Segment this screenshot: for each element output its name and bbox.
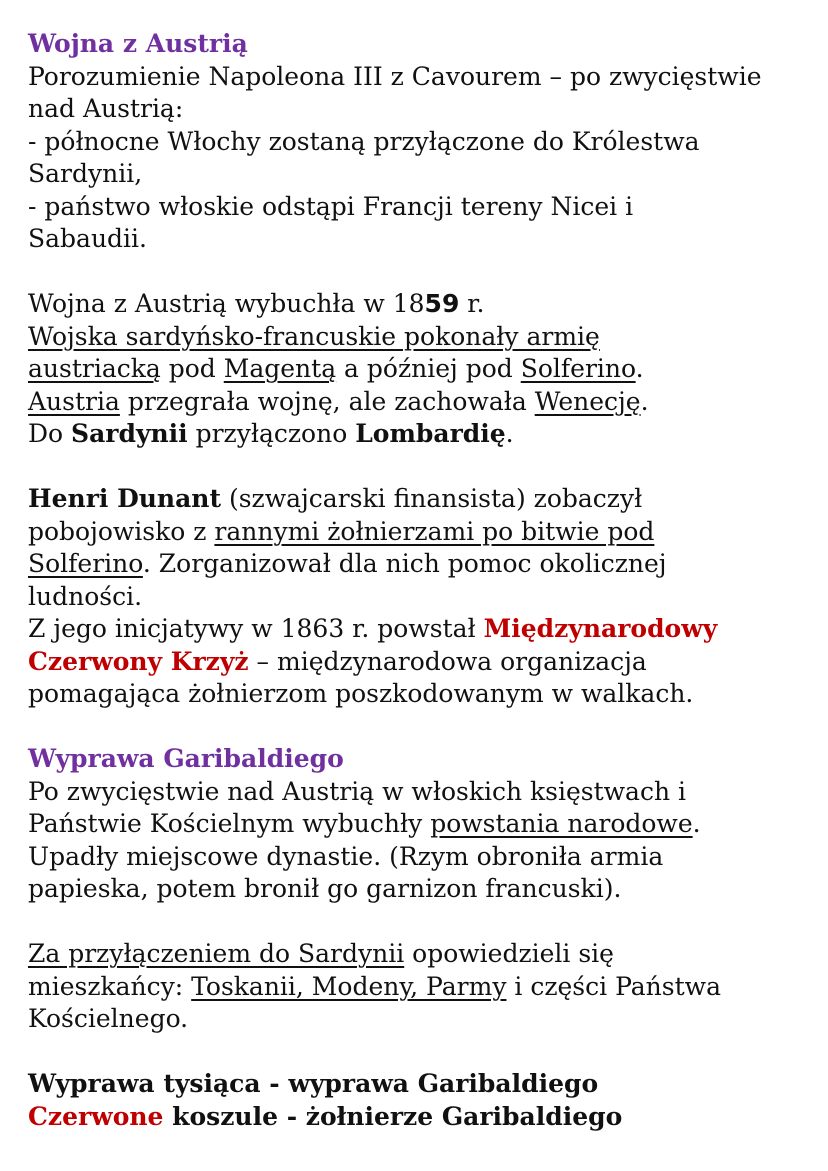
underlined-text: rannymi żołnierzami po bitwie pod	[214, 516, 655, 546]
text-span: .	[635, 354, 644, 383]
underlined-text: Wenecję	[534, 386, 641, 416]
paragraph-line: ludności.	[28, 581, 143, 611]
text-span: mieszkańcy:	[28, 971, 192, 1001]
paragraph-gap	[28, 256, 808, 289]
underlined-text: Solferino	[28, 549, 143, 578]
text-span: a później pod	[336, 354, 521, 383]
paragraph-gap	[28, 1036, 808, 1069]
red-bold-text: Czerwony Krzyż	[28, 646, 249, 676]
paragraph-gap	[28, 906, 808, 939]
paragraph-line: papieska, potem bronił go garnizon francuski).	[28, 874, 622, 903]
paragraph-line	[28, 971, 808, 1004]
bold-text: Henri Dunant	[28, 484, 222, 513]
paragraph-line	[28, 288, 808, 321]
paragraph-line	[28, 321, 808, 354]
paragraph-line: Kościelnego.	[28, 1004, 189, 1033]
underlined-text: Magentą	[223, 354, 337, 383]
text-span: .	[692, 809, 701, 838]
text-span: Państwie Kościelnym wybuchły	[28, 809, 431, 838]
text-span: Wojna z Austrią wybuchła w 18	[28, 289, 425, 318]
paragraph-line	[28, 938, 808, 971]
text-span: i części Państwa	[506, 971, 721, 1001]
underlined-text: austriacką	[28, 354, 161, 383]
paragraph-line: nad Austrią:	[28, 94, 184, 123]
paragraph-line: Sardynii,	[28, 159, 143, 188]
red-bold-text: Międzynarodowy	[483, 614, 718, 643]
text-span: (szwajcarski finansista) zobaczył	[221, 484, 643, 513]
text-span: Do	[28, 419, 72, 448]
text-span: – międzynarodowa organizacja	[248, 646, 647, 676]
text-span: r.	[459, 289, 485, 318]
paragraph-line: Sabaudii.	[28, 224, 147, 253]
paragraph-line	[28, 613, 808, 646]
paragraph-line	[28, 516, 808, 549]
paragraph-line	[28, 386, 808, 419]
year-bold: 59	[424, 289, 460, 318]
summary-line-red-shirts	[28, 1101, 808, 1134]
underlined-text: Austria	[28, 386, 120, 416]
paragraph-line	[28, 548, 808, 581]
text-span: .	[505, 419, 514, 448]
text-span: .	[640, 386, 649, 416]
bold-text: koszule - żołnierze Garibaldiego	[163, 1101, 623, 1131]
heading-war-with-austria: Wojna z Austrią	[28, 29, 248, 58]
paragraph-gap	[28, 451, 808, 484]
text-span: . Zorganizował dla nich pomoc okolicznej	[142, 549, 667, 578]
summary-line-expedition: Wyprawa tysiąca - wyprawa Garibaldiego	[28, 1069, 599, 1098]
red-bold-text: Czerwone	[28, 1101, 164, 1131]
paragraph-line: Po zwycięstwie nad Austrią w włoskich księstwach i	[28, 776, 687, 806]
text-span: przegrała wojnę, ale zachowała	[119, 386, 535, 416]
paragraph-line: Porozumienie Napoleona III z Cavourem – po zwycięstwie	[28, 61, 762, 91]
text-span: pod	[160, 354, 224, 383]
text-span: Z jego inicjatywy w 1863 r. powstał	[28, 614, 484, 643]
paragraph-line: - państwo włoskie odstąpi Francji tereny Nicei i	[28, 191, 634, 221]
text-span: pobojowisko z	[28, 516, 215, 546]
text-span: opowiedzieli się	[404, 939, 614, 968]
paragraph-line: Upadły miejscowe dynastie. (Rzym obroniła armia	[28, 841, 664, 871]
paragraph-line	[28, 646, 808, 679]
paragraph-gap	[28, 711, 808, 744]
bold-text: Sardynii	[71, 419, 188, 448]
heading-garibaldi-expedition: Wyprawa Garibaldiego	[28, 744, 344, 773]
paragraph-line: pomagająca żołnierzom poszkodowanym w walkach.	[28, 679, 694, 708]
underlined-text: Solferino	[520, 354, 636, 383]
document-page	[28, 28, 808, 1133]
paragraph-line	[28, 353, 808, 386]
paragraph-line: - północne Włochy zostaną przyłączone do Królestwa	[28, 126, 700, 156]
underlined-text: Za przyłączeniem do Sardynii	[28, 939, 405, 968]
underlined-text: powstania narodowe	[430, 809, 693, 838]
bold-text: Lombardię	[355, 419, 506, 448]
underlined-text: Toskanii, Modeny, Parmy	[191, 971, 507, 1001]
paragraph-line	[28, 418, 808, 451]
paragraph-line	[28, 808, 808, 841]
text-span: przyłączono	[187, 419, 356, 448]
underlined-text: Wojska sardyńsko-francuskie pokonały armię	[28, 321, 600, 351]
paragraph-line	[28, 483, 808, 516]
